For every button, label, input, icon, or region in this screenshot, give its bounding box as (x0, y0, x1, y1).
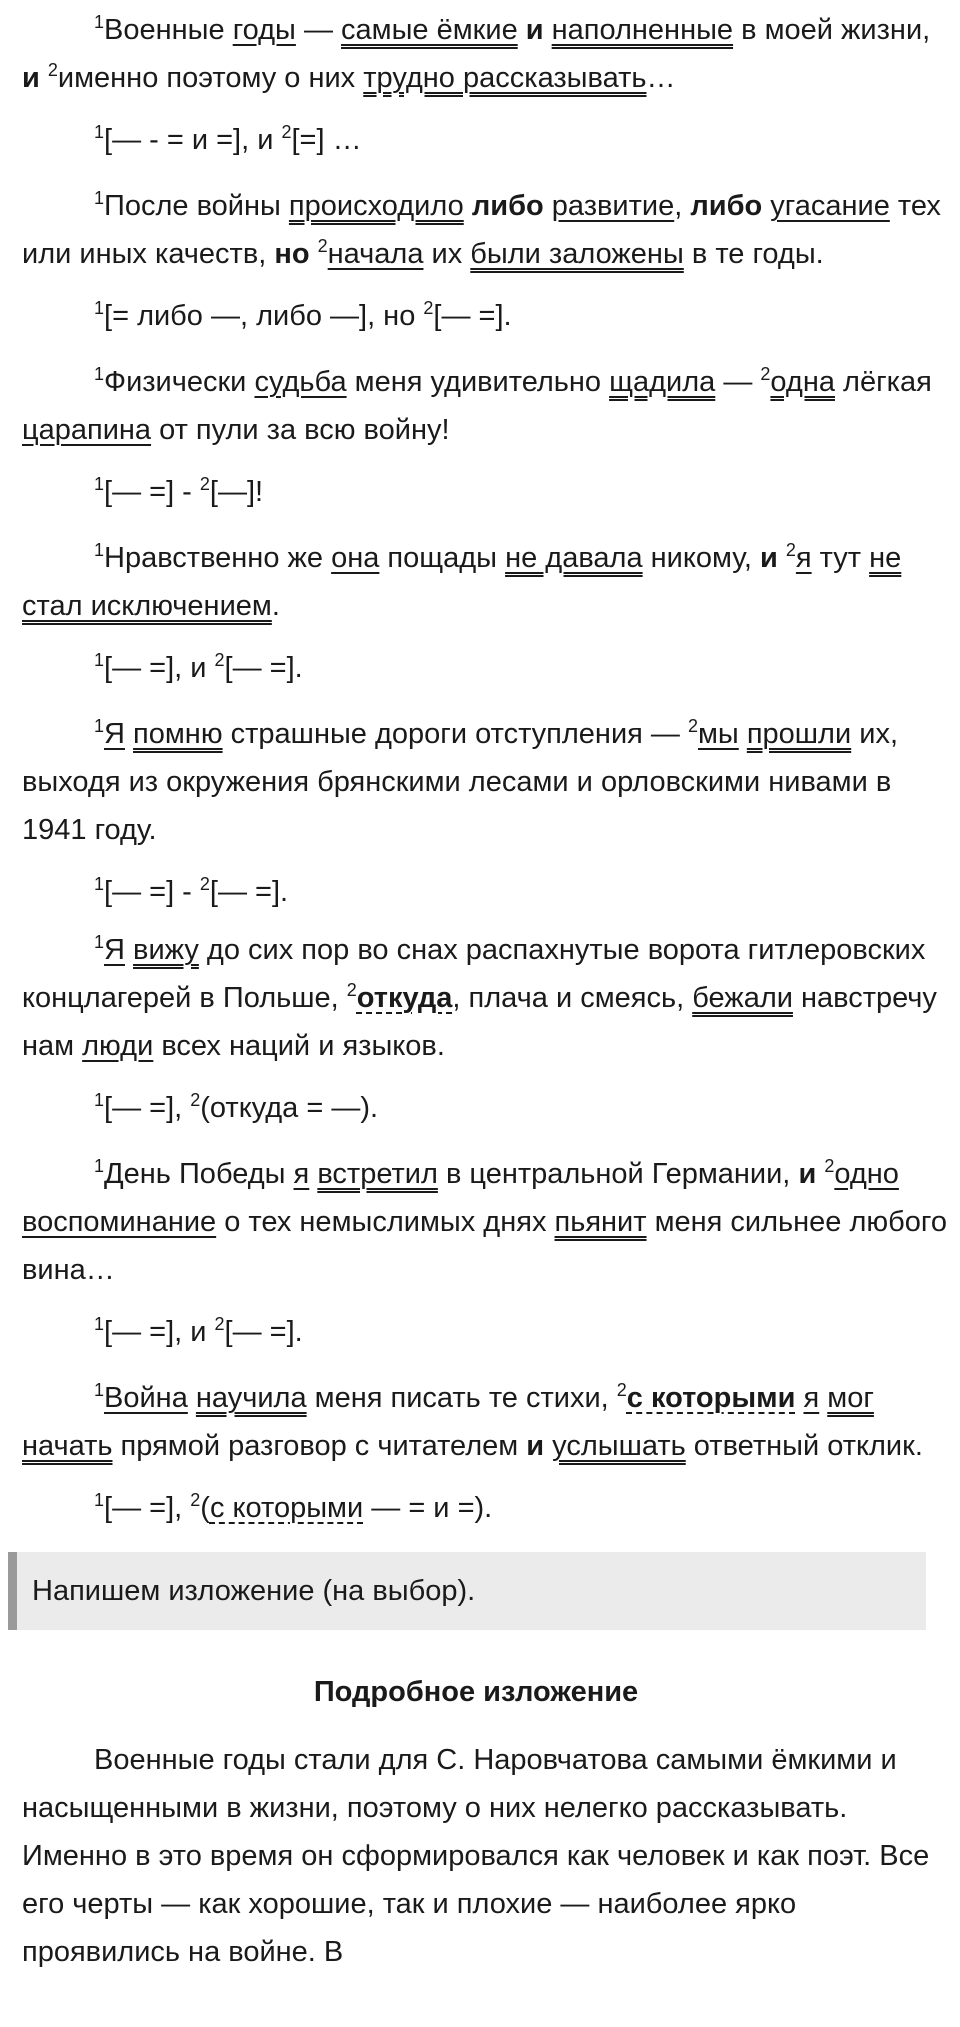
part-number: 1 (94, 716, 105, 736)
text: Военные (104, 14, 233, 46)
sentence-8 (22, 1374, 960, 1470)
text: до сих пор во снах распахнутые ворота гитлеровских концлагерей в Польше, (22, 934, 926, 1014)
part-number: 1 (94, 1156, 105, 1176)
scheme-7 (22, 1308, 960, 1356)
scheme-1 (22, 116, 960, 164)
subject: Я (104, 934, 125, 966)
scheme-text: [—]! (209, 476, 264, 508)
text (464, 190, 472, 222)
part-number: 1 (94, 474, 105, 494)
text: . (271, 590, 280, 622)
text: их, выходя из окружения брянскими лесами и орловскими нивами в 1941 году. (22, 718, 899, 846)
sentence-5 (22, 710, 960, 854)
part-number: 2 (199, 874, 210, 894)
scheme-2 (22, 292, 960, 340)
predicate: не стал исключением (22, 542, 902, 622)
predicate: мог начать (22, 1382, 874, 1462)
predicate: трудно рассказывать (363, 62, 647, 94)
predicate: бежали (692, 982, 793, 1014)
sentence-7 (22, 1150, 960, 1294)
scheme-text: [— =]. (209, 876, 289, 908)
text (188, 1382, 196, 1414)
scheme-text: [— - = и =], и (104, 124, 282, 156)
scheme-4 (22, 644, 960, 692)
text: именно поэтому о них (57, 62, 364, 94)
text: в те годы. (683, 238, 824, 270)
sentence-4 (22, 534, 960, 630)
callout-text: Напишем изложение (на выбор). (32, 1575, 476, 1607)
subject: начала (327, 238, 424, 270)
sentence-6 (22, 926, 960, 1070)
part-number: 1 (94, 122, 105, 142)
text: страшные дороги отступления — (222, 718, 688, 750)
scheme-text: [— =], и (104, 652, 215, 684)
part-number: 2 (687, 716, 698, 736)
sentence-3 (22, 358, 960, 454)
text: — (715, 366, 761, 398)
text: После войны (104, 190, 289, 222)
predicate: вижу (133, 934, 199, 966)
text: меня сильнее любого вина… (22, 1206, 947, 1286)
part-number: 2 (190, 1090, 201, 1110)
part-number: 2 (281, 122, 292, 142)
predicate: пьянит (554, 1206, 647, 1238)
text: Нравственно же (104, 542, 332, 574)
predicate: щадила (609, 366, 716, 398)
text: , плача и смеясь, (452, 982, 693, 1014)
text (739, 718, 747, 750)
part-number: 2 (760, 364, 771, 384)
subject: я (803, 1382, 820, 1414)
text (125, 934, 133, 966)
text: от пули за всю войну! (151, 414, 450, 446)
scheme-text: [— =], и (104, 1316, 215, 1348)
text (310, 238, 318, 270)
sentence-2 (22, 182, 960, 278)
essay-paragraph: Военные годы стали для С. Наровчатова самыми ёмкими и насыщенными в жизни, поэтому о них нелегко рассказывать. Именно в это время он сформировался как человек и как поэт. Все его черты — как хорошие, так и плохие — наиболее ярко проявились на войне. В (22, 1744, 930, 1968)
subject: люди (82, 1030, 154, 1062)
scheme-text: [— =]. (224, 1316, 303, 1348)
scheme-text: [— =] - (104, 876, 200, 908)
part-number: 1 (94, 650, 105, 670)
conjunction: и (22, 62, 48, 94)
text: их (423, 238, 471, 270)
subject: я (795, 542, 812, 574)
text: никому, (642, 542, 760, 574)
subject: развитие (551, 190, 675, 222)
text: , (674, 190, 691, 222)
part-number: 2 (616, 1380, 627, 1400)
text: всех наций и языков. (153, 1030, 445, 1062)
predicate: одна (770, 366, 835, 398)
scheme-6 (22, 1084, 960, 1132)
part-number: 1 (94, 298, 105, 318)
part-number: 1 (94, 188, 105, 208)
subject: судьба (254, 366, 347, 398)
subject: она (331, 542, 380, 574)
scheme-text: (откуда = —). (200, 1092, 379, 1124)
text: тех или иных качеств, (22, 190, 941, 270)
subject: Я (104, 718, 125, 750)
text: прямой разговор с читателем (112, 1430, 527, 1462)
part-number: 2 (346, 980, 357, 1000)
predicate: встретил (317, 1158, 438, 1190)
part-number: 1 (94, 1314, 105, 1334)
conjunction: и (526, 1430, 545, 1462)
text (778, 542, 786, 574)
text: лёгкая (834, 366, 932, 398)
part-number: 2 (317, 236, 328, 256)
scheme-text: [— =] - (104, 476, 200, 508)
sentence-1 (22, 6, 960, 102)
text: навстречу нам (22, 982, 937, 1062)
predicate: прошли (746, 718, 852, 750)
predicate: наполненные (551, 14, 734, 46)
scheme-3 (22, 468, 960, 516)
part-number: 1 (94, 540, 105, 560)
conjunctive-word: с которыми (626, 1382, 796, 1414)
part-number: 1 (94, 1380, 105, 1400)
text: День Победы (104, 1158, 294, 1190)
text (544, 1430, 552, 1462)
part-number: 1 (94, 874, 105, 894)
subject: угасание (770, 190, 890, 222)
scheme-text: [— =], (104, 1492, 191, 1524)
conjunction: и (798, 1158, 817, 1190)
part-number: 1 (94, 1490, 105, 1510)
conjunctive-word: с которыми (209, 1492, 364, 1524)
scheme-8 (22, 1484, 960, 1532)
conjunction: и (517, 14, 552, 46)
subject: Война (104, 1382, 188, 1414)
text: о тех немыслимых днях (216, 1206, 555, 1238)
predicate: были заложены (470, 238, 684, 270)
section-heading: Подробное изложение (313, 1676, 639, 1708)
part-number: 2 (214, 650, 225, 670)
task-callout (8, 1552, 926, 1630)
part-number: 2 (423, 298, 434, 318)
text: меня писать те стихи, (306, 1382, 617, 1414)
predicate: самые ёмкие (341, 14, 518, 46)
scheme-text: [— =], (104, 1092, 191, 1124)
subject: одно воспоминание (22, 1158, 899, 1238)
part-number: 1 (94, 12, 105, 32)
part-number: 1 (94, 1090, 105, 1110)
conjunction: либо (471, 190, 544, 222)
part-number: 2 (785, 540, 796, 560)
text: тут (811, 542, 870, 574)
predicate: помню (133, 718, 223, 750)
part-number: 2 (199, 474, 210, 494)
scheme-text: ( (200, 1492, 210, 1524)
text: пощады (379, 542, 506, 574)
subject: годы (232, 14, 296, 46)
scheme-text: [= либо —, либо —], но (104, 300, 424, 332)
subject: царапина (22, 414, 152, 446)
scheme-5 (22, 868, 960, 916)
part-number: 1 (94, 932, 105, 952)
part-number: 2 (47, 60, 58, 80)
text: ответный отклик. (685, 1430, 923, 1462)
text (544, 190, 552, 222)
scheme-text: [=] … (291, 124, 362, 156)
text (125, 718, 133, 750)
text: в моей жизни, (733, 14, 931, 46)
subject: я (293, 1158, 310, 1190)
text: Физически (104, 366, 255, 398)
conjunction: но (274, 238, 310, 270)
text: в центральной Германии, (437, 1158, 799, 1190)
part-number: 2 (824, 1156, 835, 1176)
predicate: не давала (505, 542, 643, 574)
predicate: услышать (552, 1430, 686, 1462)
part-number: 2 (190, 1490, 201, 1510)
scheme-text: [— =]. (224, 652, 303, 684)
conjunction: и (759, 542, 778, 574)
subject: мы (697, 718, 739, 750)
text: меня удивительно (346, 366, 610, 398)
predicate: происходило (288, 190, 464, 222)
conjunctive-word: откуда (356, 982, 453, 1014)
part-number: 1 (94, 364, 105, 384)
scheme-text: — = и =). (363, 1492, 493, 1524)
scheme-text: [— =]. (433, 300, 512, 332)
text: … (646, 62, 676, 94)
conjunction: либо (690, 190, 763, 222)
part-number: 2 (214, 1314, 225, 1334)
predicate: научила (195, 1382, 307, 1414)
text: — (295, 14, 342, 46)
